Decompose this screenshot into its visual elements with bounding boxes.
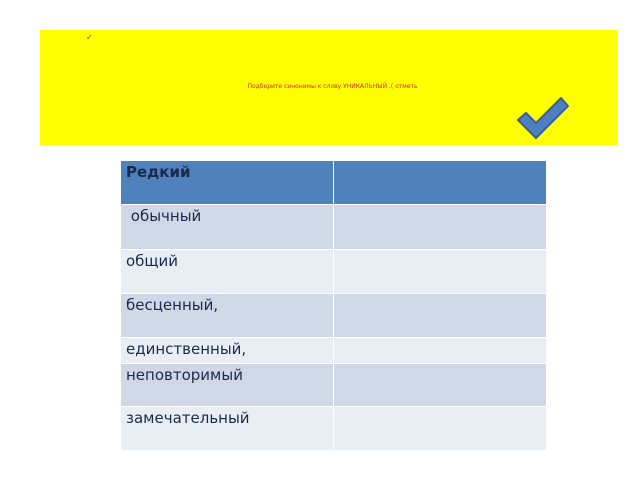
word-cell: единственный, (121, 338, 334, 364)
instruction-banner (40, 30, 617, 145)
header-cell-answer[interactable] (334, 161, 547, 205)
small-check-mark: ✓ (86, 33, 93, 42)
instruction-text: Подберите синонимы к слову УНИКАЛЬНЫЙ .( отметь (247, 83, 418, 90)
table-row (121, 294, 547, 338)
answer-cell[interactable] (334, 338, 547, 364)
table-header-row (121, 161, 547, 205)
checkmark-icon[interactable] (516, 96, 570, 140)
answer-cell[interactable] (334, 205, 547, 250)
table-row (121, 407, 547, 451)
word-cell: замечательный (121, 407, 334, 451)
table-row (121, 338, 547, 364)
answer-cell[interactable] (334, 407, 547, 451)
header-cell-word: Редкий (121, 161, 334, 205)
synonyms-table (120, 160, 547, 451)
table-row (121, 205, 547, 250)
answer-cell[interactable] (334, 364, 547, 407)
word-cell: бесценный, (121, 294, 334, 338)
table-row (121, 250, 547, 294)
table-row (121, 364, 547, 407)
answer-cell[interactable] (334, 250, 547, 294)
word-cell: общий (121, 250, 334, 294)
answer-cell[interactable] (334, 294, 547, 338)
word-cell: неповторимый (121, 364, 334, 407)
word-cell: обычный (121, 205, 334, 250)
